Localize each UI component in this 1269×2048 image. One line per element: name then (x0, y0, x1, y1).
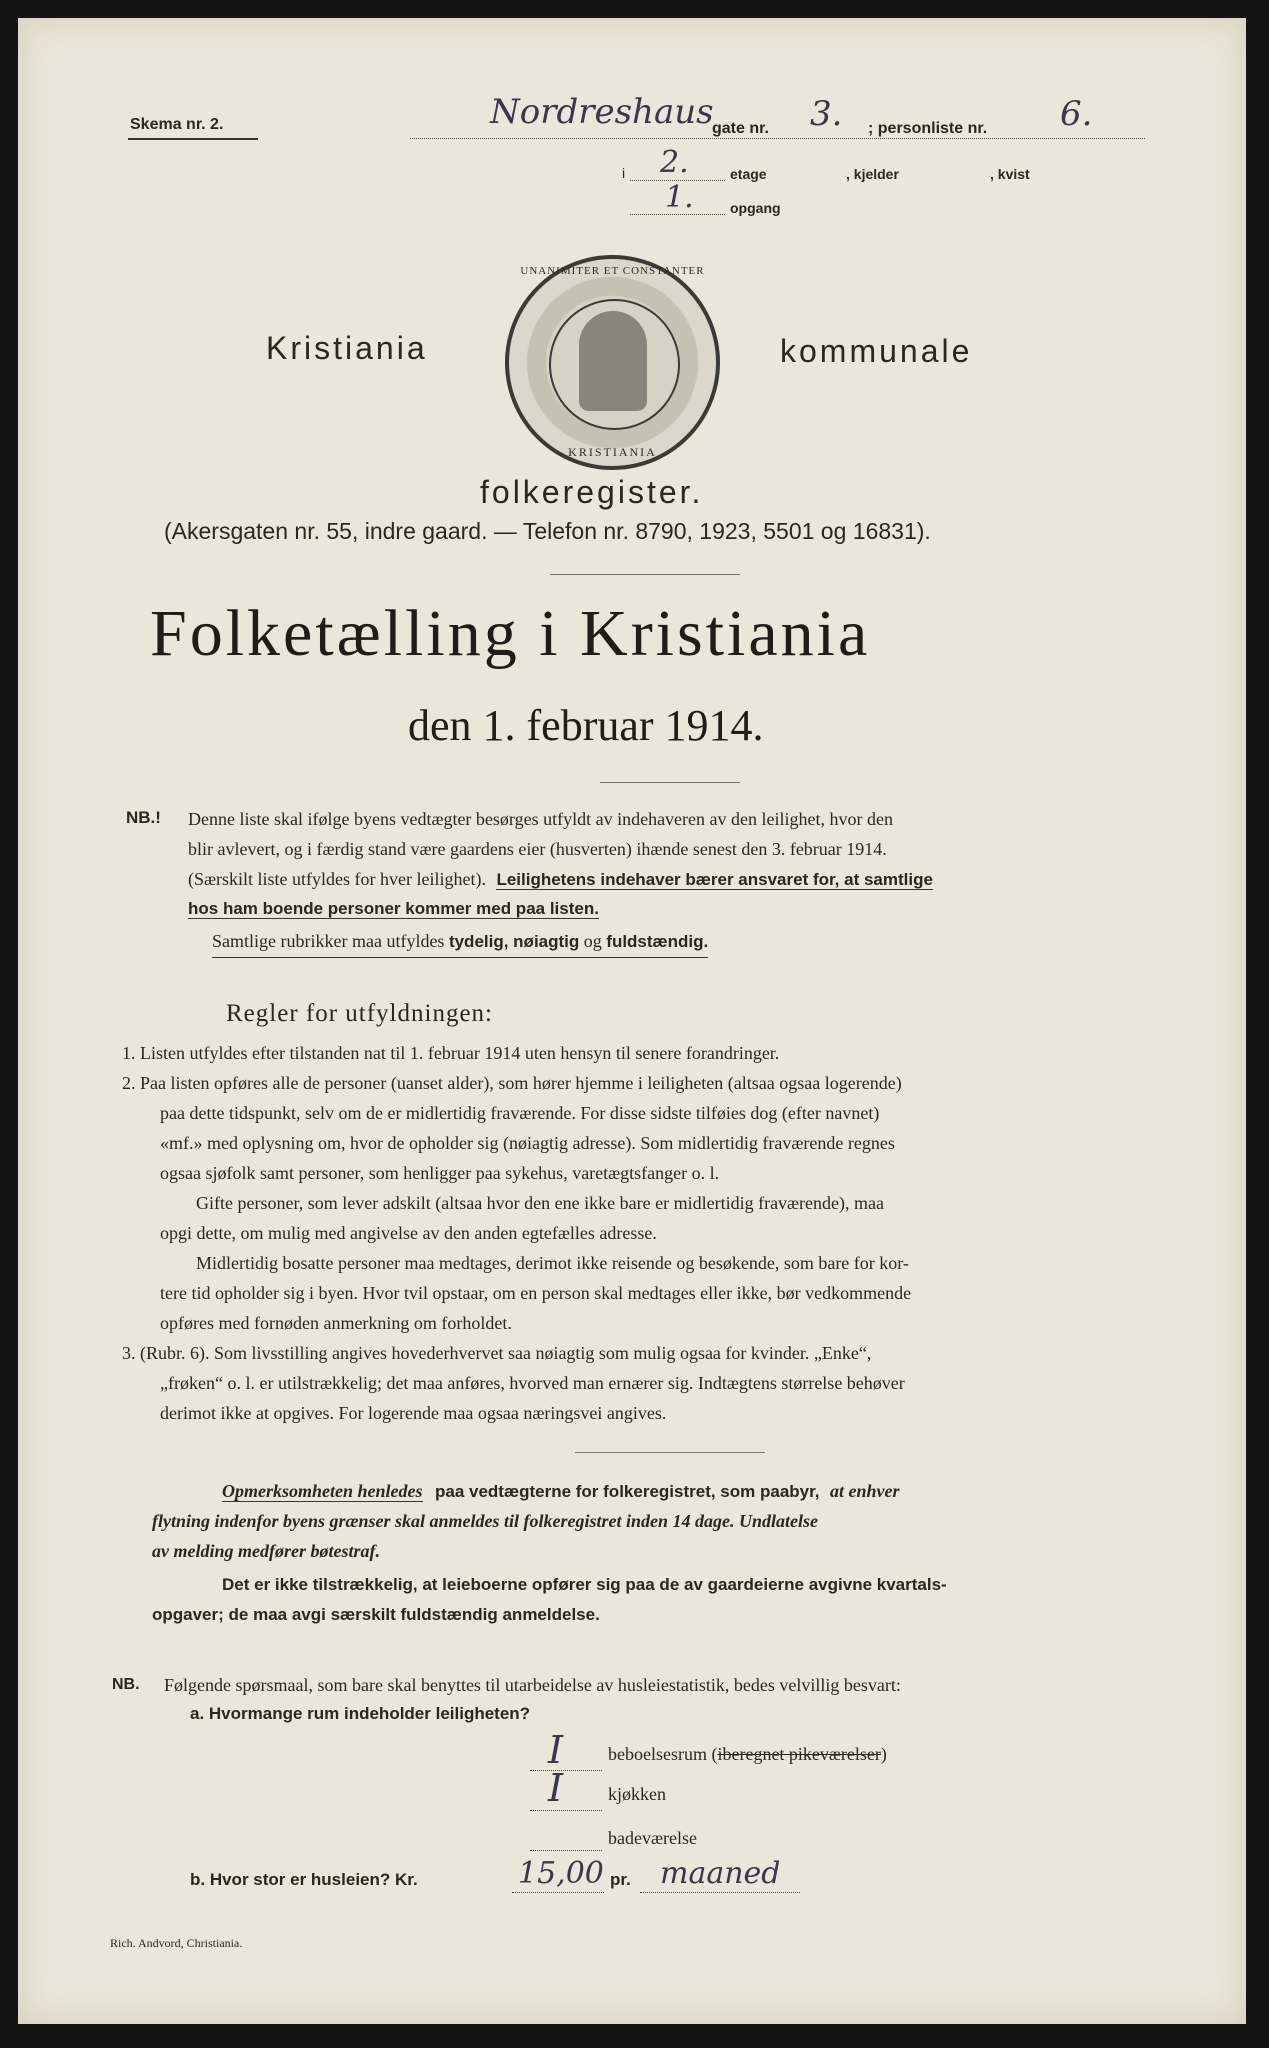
seal-inscription-bottom: KRISTIANIA (568, 445, 657, 459)
period-handwritten: maaned (660, 1856, 781, 1891)
etage-handwritten: 2. (660, 145, 689, 180)
rule-3c: derimot ikke at opgives. For logerende maa ogsaa næringsvei angives. (160, 1403, 667, 1423)
street-dotline (410, 138, 1145, 139)
divider-2 (600, 782, 740, 783)
rule-2f: opgi dette, om mulig med angivelse av den anden egtefælles adresse. (160, 1223, 657, 1243)
opgang-label: opgang (730, 200, 781, 216)
rooms-close-paren: ) (880, 1744, 887, 1764)
notice-line1-b: paa vedtægterne for folkeregistret, som paabyr, (435, 1482, 820, 1501)
office-address: (Akersgaten nr. 55, indre gaard. — Telefon nr. 8790, 1923, 5501 og 16831). (164, 518, 931, 544)
nb1-label: NB.! (126, 808, 161, 827)
kitchen-label: kjøkken (608, 1784, 666, 1804)
municipal-seal (505, 255, 720, 470)
notice-line2: flytning indenfor byens grænser skal anmeldes til folkeregistret inden 14 dage. Undlatelse (152, 1511, 819, 1531)
nb1-line5-c: og (583, 931, 602, 951)
rules-heading: Regler for utfyldningen: (226, 1000, 493, 1027)
nb1-line3-a: (Særskilt liste utfyldes for hver leilighet). (188, 869, 486, 889)
rule-2c: «mf.» med oplysning om, hvor de opholder sig (nøiagtig adresse). Som midlertidig fraværende regnes (160, 1133, 895, 1153)
gate-label: gate nr. (712, 120, 769, 137)
rule-3b: „frøken“ o. l. er utilstrækkelig; det maa anføres, hvorved man ernærer sig. Indtægtens størrelse behøver (160, 1373, 905, 1393)
rooms-dotline (530, 1770, 602, 1771)
bath-dotline (530, 1850, 602, 1851)
printer-credit: Rich. Andvord, Christiania. (110, 1936, 243, 1950)
rule-2g: Midlertidig bosatte personer maa medtages, derimot ikke reisende og besøkende, som bare for kor- (196, 1253, 909, 1273)
period-dotline (640, 1892, 800, 1893)
i-label: i (622, 165, 626, 181)
kitchen-handwritten: I (548, 1766, 564, 1810)
opgang-handwritten: 1. (665, 180, 694, 215)
rule-2b: paa dette tidspunkt, selv om de er midlertidig fraværende. For disse sidste tilføies dog (efter navnet) (160, 1103, 880, 1123)
nb1-line5 (212, 926, 708, 958)
rent-handwritten: 15,00 (518, 1856, 604, 1891)
rooms-label (608, 1744, 887, 1765)
seal-figure (579, 311, 647, 411)
rule-2e: Gifte personer, som lever adskilt (altsaa hvor den ene ikke bare er midlertidig fraværende), maa (196, 1193, 885, 1213)
notice-line3: av melding medfører bøtestraf. (152, 1541, 380, 1561)
question-b: b. Hvor stor er husleien? Kr. (190, 1870, 418, 1889)
nb1-line1: Denne liste skal ifølge byens vedtægter besørges utfyldt av indehaveren av den leilighet, hvor den (188, 809, 893, 829)
notice-line1-c: at enhver (830, 1481, 900, 1501)
kristiania-word: Kristiania (266, 330, 428, 366)
divider-1 (550, 574, 740, 575)
folkeregister-word: folkeregister. (480, 474, 704, 510)
personliste-label: ; personliste nr. (868, 120, 988, 137)
rooms-struck-text: iberegnet pikeværelser (717, 1744, 881, 1764)
street-handwritten: Nordreshaus (490, 92, 714, 132)
notice-line1 (222, 1476, 900, 1507)
notice-line4: Det er ikke tilstrækkelig, at leieboerne opfører sig paa de av gaardeierne avgivne kvartals- (222, 1575, 947, 1594)
rule-2a: 2. Paa listen opføres alle de personer (uanset alder), som hører hjemme i leiligheten (altsaa ogsaa logerende) (122, 1073, 902, 1093)
nb1-line2: blir avlevert, og i færdig stand være gaardens eier (husverten) ihænde senest den 3. februar 1914. (188, 839, 887, 859)
rule-2h: tere tid opholder sig i byen. Hvor tvil opstaar, om en person skal medtages eller ikke, bør vedkommende (160, 1283, 912, 1303)
skema-underline (128, 138, 258, 140)
date-line: den 1. februar 1914. (408, 701, 764, 750)
rule-2i: opføres med fornøden anmerkning om forholdet. (160, 1313, 512, 1333)
nb1-line5-d: fuldstændig. (606, 932, 709, 951)
kitchen-dotline (530, 1810, 602, 1811)
nb1-line4-text: hos ham boende personer kommer med paa listen. (188, 899, 599, 918)
kvist-label: , kvist (990, 166, 1030, 182)
skema-label: Skema nr. 2. (130, 116, 224, 133)
rooms-label-text: beboelsesrum ( (608, 1744, 718, 1764)
gate-number-handwritten: 3. (810, 94, 843, 134)
rule-3a: 3. (Rubr. 6). Som livsstilling angives hovederhvervet saa nøiagtig som mulig ogsaa for kvinder. „Enke“, (122, 1343, 872, 1363)
rent-dotline (512, 1892, 604, 1893)
nb2-text: Følgende spørsmaal, som bare skal benyttes til utarbeidelse av husleiestatistik, bedes velvillig besvart: (164, 1675, 901, 1695)
nb1-line3 (188, 864, 933, 895)
rule-1: 1. Listen utfyldes efter tilstanden nat til 1. februar 1914 uten hensyn til senere forandringer. (122, 1043, 780, 1063)
personliste-handwritten: 6. (1060, 94, 1093, 134)
notice-line5: opgaver; de maa avgi særskilt fuldstændig anmeldelse. (152, 1605, 600, 1624)
kjelder-label: , kjelder (846, 166, 899, 182)
question-a: a. Hvormange rum indeholder leiligheten? (190, 1704, 531, 1723)
nb1-line5-a: Samtlige rubrikker maa utfyldes (212, 931, 445, 951)
bath-label: badeværelse (608, 1828, 697, 1848)
nb1-line5-b: tydelig, nøiagtig (448, 932, 580, 951)
nb2-label: NB. (112, 1676, 140, 1693)
etage-label: etage (730, 166, 767, 182)
divider-3 (575, 1452, 765, 1453)
nb1-line4 (188, 894, 599, 924)
seal-inscription-top: UNANIMITER ET CONSTANTER (520, 265, 705, 277)
kommunale-word: kommunale (780, 333, 973, 369)
rooms-handwritten: I (548, 1728, 564, 1772)
pr-label: pr. (610, 1870, 631, 1889)
notice-line1-a: Opmerksomheten henledes (222, 1481, 423, 1501)
rule-2d: ogsaa sjøfolk samt personer, som henligger paa sykehus, varetægtsfanger o. l. (160, 1163, 720, 1183)
main-title: Folketælling i Kristiania (150, 597, 871, 670)
nb1-line3-b: Leilighetens indehaver bærer ansvaret for, at samtlige (496, 870, 933, 889)
